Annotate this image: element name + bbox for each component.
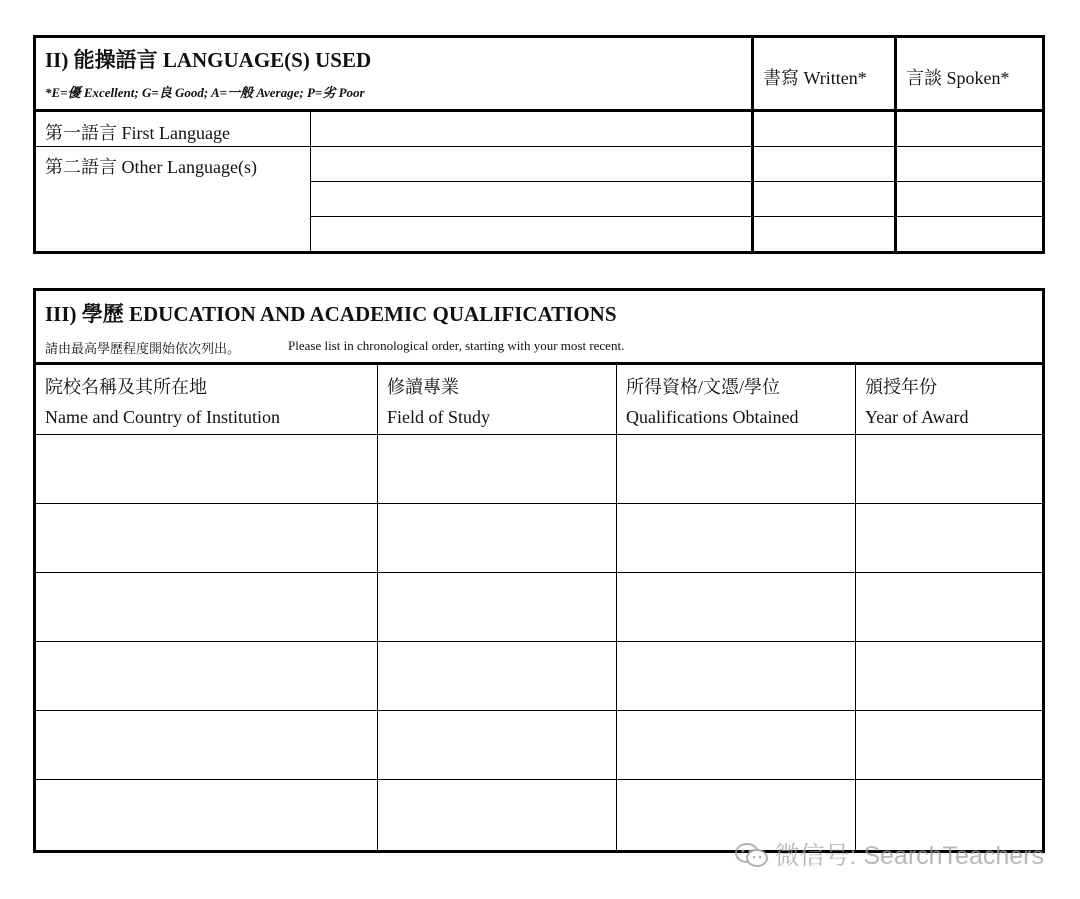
language-section	[33, 35, 1045, 254]
table-row[interactable]	[36, 573, 1042, 641]
watermark-text: 微信号: SearchTeachers	[774, 842, 1044, 870]
proficiency-legend: *E=優 Excellent; G=良 Good; A=一般 Average; P=劣 Poor	[45, 85, 365, 100]
column-divider	[751, 38, 754, 254]
education-section-title: III) 學歷 EDUCATION AND ACADEMIC QUALIFICATIONS	[45, 302, 617, 326]
instruction-en: Please list in chronological order, starting with your most recent.	[288, 338, 625, 353]
written-header: 書寫 Written*	[763, 68, 867, 88]
other-language-label: 第二語言 Other Language(s)	[45, 157, 257, 177]
other-language-field[interactable]	[312, 147, 750, 180]
wechat-icon	[734, 842, 770, 875]
first-language-label: 第一語言 First Language	[45, 123, 230, 143]
column-header-field-zh: 修讀專業	[387, 377, 459, 397]
column-header-field-en: Field of Study	[387, 407, 491, 427]
header-divider	[36, 362, 1042, 365]
first-language-spoken-field[interactable]	[897, 111, 1042, 145]
watermark	[734, 836, 1044, 875]
instruction-zh: 請由最高學歷程度開始依次列出。	[45, 341, 241, 356]
table-row[interactable]	[36, 711, 1042, 779]
other-language-field[interactable]	[312, 182, 750, 215]
column-header-qualification-zh: 所得資格/文憑/學位	[626, 377, 781, 397]
column-header-year-zh: 頒授年份	[865, 377, 937, 397]
table-row[interactable]	[36, 642, 1042, 710]
column-header-institution-en: Name and Country of Institution	[45, 407, 280, 427]
language-section-title: II) 能操語言 LANGUAGE(S) USED	[45, 48, 372, 72]
first-language-written-field[interactable]	[754, 111, 893, 145]
column-divider	[894, 38, 897, 254]
table-row[interactable]	[36, 504, 1042, 572]
column-header-institution-zh: 院校名稱及其所在地	[45, 377, 207, 397]
column-header-qualification-en: Qualifications Obtained	[626, 407, 799, 427]
education-section	[33, 288, 1045, 853]
other-language-field[interactable]	[312, 217, 750, 253]
first-language-field[interactable]	[312, 111, 750, 145]
spoken-header: 言談 Spoken*	[906, 68, 1010, 88]
column-divider	[310, 110, 311, 254]
column-header-year-en: Year of Award	[865, 407, 969, 427]
table-row[interactable]	[36, 435, 1042, 503]
